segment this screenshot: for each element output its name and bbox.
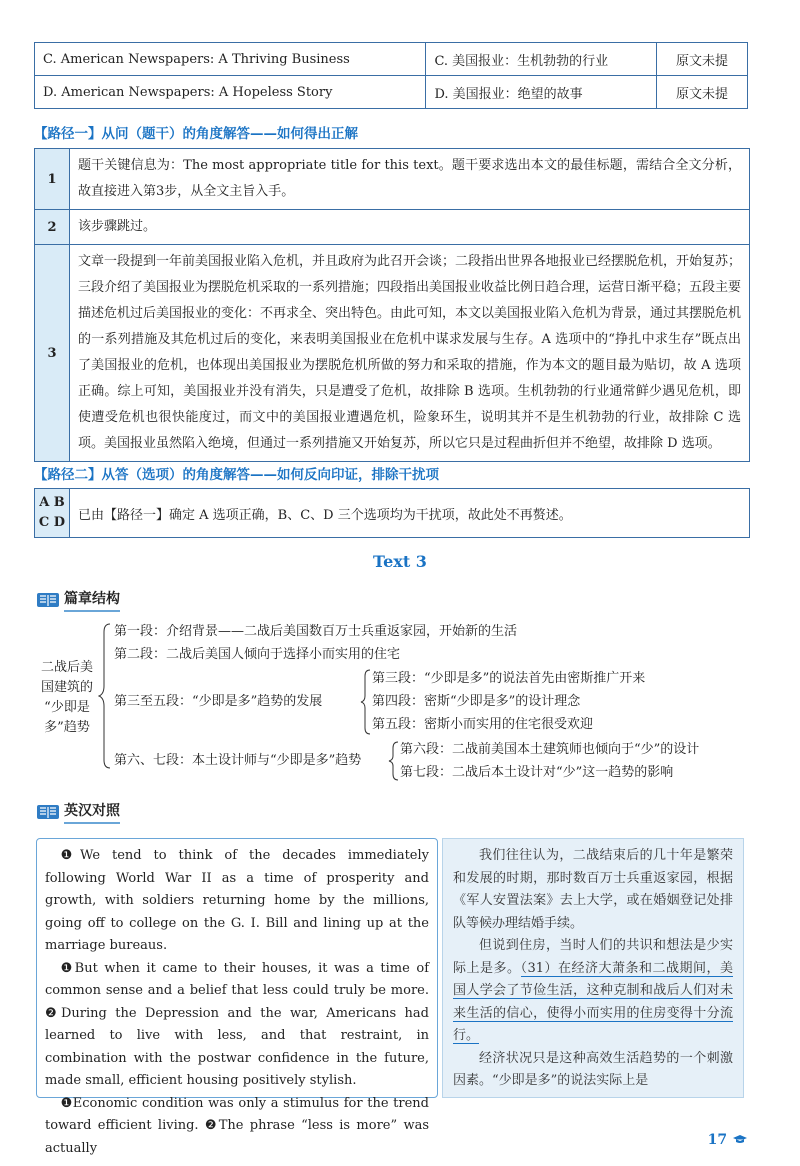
zh-paragraph bbox=[453, 935, 733, 1048]
route2-title: 【路径二】从答（选项）的角度解答——如何反向印证，排除干扰项 bbox=[34, 467, 439, 483]
section-title: Text 3 bbox=[373, 552, 427, 571]
compare-heading-text: 英汉对照 bbox=[64, 800, 120, 824]
root-line: 多”趋势 bbox=[44, 720, 90, 735]
chinese-text bbox=[443, 839, 743, 1099]
step-text: 题干关键信息为：The most appropriate title for this text。题干要求选出本文的最佳标题，需结合全文分析，故直接进入第3步，从全文主旨入手。 bbox=[78, 158, 741, 199]
route1-steps bbox=[34, 148, 750, 462]
book-icon bbox=[36, 803, 60, 821]
table-row bbox=[35, 76, 748, 109]
step-text: 文章一段提到一年前美国报业陷入危机，并且政府为此召开会谈；二段指出世界各地报业已经摆脱危机，开始复苏；三段介绍了美国报业为摆脱危机采取的一系列措施；四段指出美国报业收益比例日趋合理，运营日渐平稳；五段主要描述危机过后美国报业的变化：不再求全、突出特色。由此可知，本文以美国报业陷入危机为背景，通过其摆脱危机的一系列措施及其危机过后的变化，来表明美国报业在危机中谋求发展与生存。A 选项中的“挣扎中求生存”既点出了美国报业的危机，也体现出美国报业为摆脱危机所做的努力和采取的措施，作为本文的题目最为贴切，故 A 选项正确。综上可知，美国报业并没有消失，只是遭受了危机，故排除 B 选项。生机勃勃的行业通常鲜少遇见危机，即使遭受危机也很快能度过，而文中的美国报业遭遇危机，险象环生，说明其并不是生机勃勃的行业，故排除 C 选项。美国报业虽然陷入绝境，但通过一系列措施又开始复苏，所以它只是过程曲折但并不绝望，故排除 D 选项。 bbox=[78, 254, 742, 451]
structure-root bbox=[36, 658, 98, 738]
book-icon bbox=[36, 591, 60, 609]
root-line: “少即是 bbox=[44, 700, 90, 715]
struct-p67: 第六、七段：本土设计师与“少即是多”趋势 bbox=[114, 753, 362, 768]
option-en: D. American Newspapers: A Hopeless Story bbox=[35, 76, 426, 109]
struct-p35: 第三至五段：“少即是多”趋势的发展 bbox=[114, 694, 323, 709]
page-number-text: 17 bbox=[707, 1132, 728, 1148]
structure-heading-text: 篇章结构 bbox=[64, 588, 120, 612]
sentence-marker: ❶ bbox=[60, 960, 75, 976]
zh-sentence: 但说到住房，当时人们的共识和想法是少实际上是多。 bbox=[453, 938, 733, 976]
structure-heading bbox=[36, 588, 120, 612]
en-paragraph bbox=[45, 958, 429, 1093]
brace-p67 bbox=[388, 740, 400, 782]
route2-text: 已由【路径一】确定 A 选项正确，B、C、D 三个选项均为干扰项，故此处不再赘述。 bbox=[78, 507, 572, 523]
en-sentence: During the Depression and the war, Americans had learned to live with less, and that restraint, in combination with the postwar confidence in the future, made small, efficient housing positively stylish. bbox=[45, 1005, 429, 1088]
option-label bbox=[35, 489, 70, 537]
zh-paragraph: 经济状况只是这种高效生活趋势的一个刺激因素。“少即是多”的说法实际上是 bbox=[453, 1050, 733, 1088]
page-number bbox=[708, 1132, 748, 1148]
cap-icon bbox=[732, 1134, 748, 1144]
zh-paragraph: 我们往往认为，二战结束后的几十年是繁荣和发展的时期，那时数百万士兵重返家园，根据《军人安置法案》去上大学，或在婚姻登记处排队等候办理结婚手续。 bbox=[453, 848, 733, 931]
en-sentence: The phrase “less is more” was actually bbox=[45, 1118, 429, 1156]
option-zh: C. 美国报业：生机勃勃的行业 bbox=[426, 43, 657, 76]
sentence-marker: ❷ bbox=[45, 1005, 61, 1021]
sentence-marker: ❷ bbox=[204, 1118, 219, 1133]
struct-p1: 第一段：介绍背景——二战后美国数百万士兵重返家园，开始新的生活 bbox=[114, 624, 518, 639]
en-paragraph bbox=[45, 1093, 429, 1161]
compare-heading bbox=[36, 800, 120, 824]
step-number: 3 bbox=[35, 245, 70, 461]
sentence-marker: ❶ bbox=[60, 1095, 73, 1111]
label-cd: C D bbox=[38, 515, 66, 530]
struct-p7: 第七段：二战后本土设计对“少”这一趋势的影响 bbox=[400, 765, 674, 780]
route1-title: 【路径一】从问（题干）的角度解答——如何得出正解 bbox=[34, 126, 358, 142]
step-number: 2 bbox=[35, 210, 70, 244]
sentence-marker: ❶ bbox=[60, 848, 81, 863]
label-ab: A B bbox=[39, 495, 65, 510]
english-text bbox=[37, 839, 437, 1166]
option-note: 原文未提 bbox=[657, 76, 748, 109]
struct-p5: 第五段：密斯小而实用的住宅很受欢迎 bbox=[372, 717, 594, 732]
root-line: 国建筑的 bbox=[40, 680, 93, 695]
step-text: 该步骤跳过。 bbox=[78, 219, 157, 234]
option-note: 原文未提 bbox=[657, 43, 748, 76]
en-sentence: But when it came to their houses, it was a time of common sense and a belief that less could truly be more. bbox=[45, 960, 430, 998]
struct-p6: 第六段：二战前美国本土建筑师也倾向于“少”的设计 bbox=[400, 742, 700, 757]
zh-highlight: （31）在经济大萧条和二战期间，美国人学会了节俭生活，这种克制和战后人们对未来生活的信心，使得小而实用的住房变得十分流行。 bbox=[453, 960, 733, 1043]
en-sentence: We tend to think of the decades immediately following World War II as a time of prosperity and growth, with soldiers returning home by the millions, going off to college on the G. I. Bill and lining up at the marriage bureaus. bbox=[45, 848, 430, 953]
en-paragraph bbox=[45, 845, 429, 958]
route2-box bbox=[34, 488, 750, 538]
brace-main bbox=[98, 622, 112, 772]
en-sentence: Economic condition was only a stimulus for the trend toward efficient living. bbox=[45, 1095, 429, 1133]
step-row bbox=[35, 245, 749, 461]
root-line: 二战后美 bbox=[40, 660, 93, 675]
struct-p3: 第三段：“少即是多”的说法首先由密斯推广开来 bbox=[372, 671, 646, 686]
step-number: 1 bbox=[35, 149, 70, 209]
options-table bbox=[34, 42, 748, 109]
option-en: C. American Newspapers: A Thriving Business bbox=[35, 43, 426, 76]
brace-p35 bbox=[360, 668, 372, 736]
struct-p4: 第四段：密斯“少即是多”的设计理念 bbox=[372, 694, 581, 709]
chinese-panel bbox=[442, 838, 744, 1098]
table-row bbox=[35, 43, 748, 76]
step-row bbox=[35, 210, 749, 245]
struct-p2: 第二段：二战后美国人倾向于选择小而实用的住宅 bbox=[114, 647, 401, 662]
option-zh: D. 美国报业：绝望的故事 bbox=[426, 76, 657, 109]
english-panel bbox=[36, 838, 438, 1156]
step-row bbox=[35, 149, 749, 210]
